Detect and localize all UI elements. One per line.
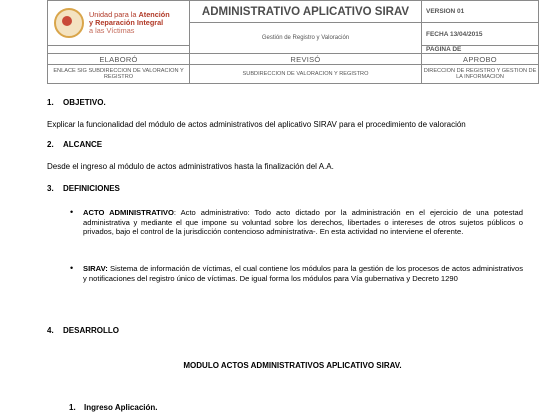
section-number: 4.	[47, 326, 54, 335]
definition-item	[83, 208, 523, 237]
section-number: 2.	[47, 140, 54, 149]
elaboro-value: ENLACE SIG SUBDIRECCION DE VALORACION Y REGISTRO	[48, 65, 190, 84]
section-definiciones-heading	[47, 184, 120, 193]
logo-line1-bold: Atención	[138, 10, 170, 19]
section-title: DESARROLLO	[63, 326, 119, 335]
logo-line1: Unidad para la	[89, 10, 137, 19]
subsection-title: Ingreso Aplicación.	[84, 403, 158, 412]
section-number: 1.	[47, 98, 54, 107]
elaboro-heading: ELABORÓ	[48, 54, 190, 65]
alcance-text: Desde el ingreso al módulo de actos administrativos hasta la finalización del A.A.	[47, 162, 334, 171]
logo-cell	[48, 1, 190, 46]
definition-item	[83, 264, 523, 283]
module-title: MODULO ACTOS ADMINISTRATIVOS APLICATIVO SIRAV.	[183, 361, 402, 370]
document-header-table	[47, 0, 539, 84]
date-label: FECHA 13/04/2015	[422, 23, 539, 46]
subsection-ingreso-heading	[69, 403, 158, 412]
objetivo-text: Explicar la funcionalidad del módulo de actos administrativos del aplicativo SIRAV para el procedimiento de valoración	[47, 120, 466, 129]
aprobo-value: DIRECCION DE REGISTRO Y GESTION DE LA INFORMACION	[422, 65, 539, 84]
document-title: ADMINISTRATIVO APLICATIVO SIRAV	[190, 1, 422, 23]
section-number: 3.	[47, 184, 54, 193]
reviso-value: SUBDIRECCION DE VALORACION Y REGISTRO	[190, 65, 422, 84]
page-label: PAGINA DE	[422, 46, 539, 54]
process-subtitle: Gestión de Registro y Valoración	[190, 23, 422, 54]
section-objetivo-heading	[47, 98, 106, 107]
section-title: DEFINICIONES	[63, 184, 120, 193]
definition-term: SIRAV:	[83, 264, 108, 273]
section-title: OBJETIVO.	[63, 98, 106, 107]
section-alcance-heading	[47, 140, 102, 149]
definition-term: ACTO ADMINISTRATIVO	[83, 208, 174, 217]
definition-text: : Acto administrativo: Todo acto dictado por la administración en el ejercicio de una potestad administrativa y mediante el que impone su voluntad sobre los derechos, libertades o intereses de otros sujetos públicos o privados, bajo el control de la jurisdicción contencioso administrativa-. En esta actividad no interviene el oferente.	[83, 208, 523, 237]
definition-text: Sistema de información de víctimas, el cual contiene los módulos para la gestión de los procesos de actos administrativos y notificaciones del registro único de víctimas. De igual forma los módulos para Vía gubernativa y Decreto 1290	[83, 264, 523, 283]
subsection-number: 1.	[69, 403, 76, 412]
section-title: ALCANCE	[63, 140, 103, 149]
logo-line2: y Reparación Integral	[89, 18, 164, 27]
aprobo-heading: APROBO	[422, 54, 539, 65]
logo-line3: a las Víctimas	[89, 26, 135, 35]
coat-of-arms-logo	[54, 8, 84, 38]
section-desarrollo-heading	[47, 326, 119, 335]
version-label: VERSION 01	[422, 1, 539, 23]
logo-cell-bottom	[48, 46, 190, 54]
agency-logo-text	[89, 11, 170, 35]
reviso-heading: REVISÓ	[190, 54, 422, 65]
